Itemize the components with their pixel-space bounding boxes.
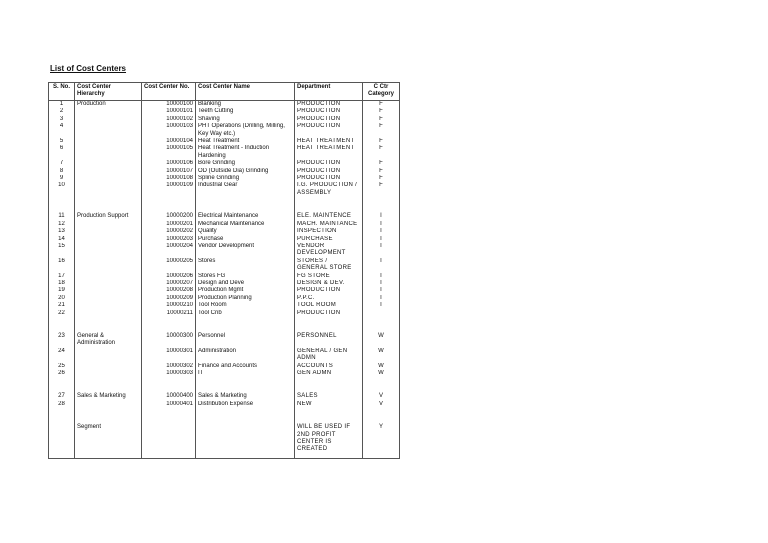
table-row [49,389,400,400]
cell-department: ELE. MAINTENCE [295,209,363,220]
cell-department: PRODUCTION [295,310,363,317]
header-hierarchy: Cost Center Hierarchy [75,83,142,101]
table-row [49,258,400,273]
cell-hierarchy [75,363,142,370]
table-row [49,101,400,109]
cell-cost-center-no: 10000100 [142,101,196,109]
table-row [49,302,400,309]
cell-cost-center-no: 10000201 [142,221,196,228]
document-title: List of Cost Centers [50,64,127,73]
cell-sno: 10 [49,182,75,197]
cell-cost-center-name: Stores FG [196,273,295,280]
cell-cost-center-no: 10000401 [142,401,196,408]
cell-department: WILL BE USED IF 2ND PROFIT CENTER IS CREATED [295,420,363,458]
cell-cost-center-name: Vendor Development [196,243,295,258]
cell-department: STORES / GENERAL STORE [295,258,363,273]
cell-cost-center-no: 10000206 [142,273,196,280]
cell-hierarchy [75,258,142,273]
cell-sno: 25 [49,363,75,370]
spacer-cell [49,408,75,420]
cell-category: I [363,258,400,273]
table-row [49,182,400,197]
cell-category: F [363,182,400,197]
cell-cost-center-no: 10000204 [142,243,196,258]
table-body [49,101,400,459]
cell-hierarchy [75,138,142,145]
spacer-cell [49,377,75,389]
spacer-cell [142,377,196,389]
cell-cost-center-name: Personnel [196,329,295,348]
spacer-cell [196,377,295,389]
spacer-cell [142,317,196,329]
spacer-cell [75,197,142,209]
cell-department: FG STORE [295,273,363,280]
cell-cost-center-name: Production Planning [196,295,295,302]
table-row [49,145,400,160]
cell-category: F [363,160,400,167]
cell-hierarchy [75,370,142,377]
cell-sno: 14 [49,236,75,243]
cell-category: I [363,287,400,294]
cell-department: HEAT TREATMENT [295,145,363,160]
cell-category: I [363,228,400,235]
cell-hierarchy [75,287,142,294]
cell-category: V [363,401,400,408]
cell-category: Y [363,420,400,458]
cell-cost-center-name: Quality [196,228,295,235]
cell-department: SALES [295,389,363,400]
table-row [49,295,400,302]
cell-cost-center-name: Distribution Expense [196,401,295,408]
cell-department: PRODUCTION [295,287,363,294]
cell-sno: 15 [49,243,75,258]
cell-cost-center-name: Tool Crib [196,310,295,317]
cell-department: PRODUCTION [295,108,363,115]
cell-category: F [363,116,400,123]
cell-cost-center-name: Administration [196,348,295,363]
spacer-cell [295,317,363,329]
cell-sno: 26 [49,370,75,377]
table-row [49,287,400,294]
spacer-row [49,197,400,209]
cell-hierarchy [75,280,142,287]
cell-cost-center-no: 10000106 [142,160,196,167]
table-row [49,123,400,138]
cell-cost-center-name: Blanking [196,101,295,109]
cell-category: V [363,389,400,400]
cell-cost-center-name: Industrial Gear [196,182,295,197]
cell-hierarchy [75,182,142,197]
cell-cost-center-no: 10000107 [142,168,196,175]
cell-sno: 18 [49,280,75,287]
cell-cost-center-name: Purchase [196,236,295,243]
table-row [49,329,400,348]
cell-hierarchy [75,160,142,167]
cell-department: GENERAL / GEN ADMN [295,348,363,363]
cell-department: HEAT TREATMENT [295,138,363,145]
cell-cost-center-no: 10000101 [142,108,196,115]
cell-category: W [363,370,400,377]
table-row [49,401,400,408]
cell-sno: 7 [49,160,75,167]
table-row [49,310,400,317]
cell-cost-center-name: Sales & Marketing [196,389,295,400]
spacer-cell [363,377,400,389]
cell-sno: 9 [49,175,75,182]
cell-cost-center-no: 10000210 [142,302,196,309]
cell-cost-center-no: 10000400 [142,389,196,400]
table-row [49,420,400,458]
cell-cost-center-no: 10000208 [142,287,196,294]
cell-category: I [363,236,400,243]
cell-sno: 28 [49,401,75,408]
cell-sno: 19 [49,287,75,294]
spacer-row [49,317,400,329]
cell-sno: 12 [49,221,75,228]
cell-department: PURCHASE [295,236,363,243]
cell-cost-center-no: 10000211 [142,310,196,317]
cell-department: PRODUCTION [295,116,363,123]
cell-cost-center-name: Finance and Accounts [196,363,295,370]
cell-category: I [363,280,400,287]
cell-category: F [363,138,400,145]
spacer-row [49,377,400,389]
header-cost-center-no: Cost Center No. [142,83,196,101]
cell-cost-center-no: 10000102 [142,116,196,123]
cell-department: PRODUCTION [295,101,363,109]
table-row [49,168,400,175]
table-row [49,108,400,115]
cell-sno [49,420,75,458]
spacer-cell [295,377,363,389]
cell-department: P.P.C. [295,295,363,302]
cell-cost-center-name: Tool Room [196,302,295,309]
cell-cost-center-no: 10000300 [142,329,196,348]
spacer-row [49,408,400,420]
table-row [49,236,400,243]
table-row [49,273,400,280]
cell-hierarchy [75,295,142,302]
spacer-cell [75,317,142,329]
cell-cost-center-name: PHT Operations (Drilling, Milling, Key Way etc.) [196,123,295,138]
spacer-cell [49,197,75,209]
cell-sno: 11 [49,209,75,220]
cell-sno: 16 [49,258,75,273]
cell-cost-center-name: Mechanical Maintenance [196,221,295,228]
cell-hierarchy [75,236,142,243]
cell-sno: 21 [49,302,75,309]
cell-hierarchy [75,310,142,317]
cell-hierarchy [75,302,142,309]
cost-center-table [48,82,400,459]
table-row [49,209,400,220]
spacer-cell [363,408,400,420]
cell-cost-center-name: Heat Treatment - Induction Hardening [196,145,295,160]
cell-sno: 2 [49,108,75,115]
cell-hierarchy [75,108,142,115]
cell-hierarchy [75,116,142,123]
cell-hierarchy [75,273,142,280]
cell-cost-center-name: Shaving [196,116,295,123]
spacer-cell [75,377,142,389]
spacer-cell [196,197,295,209]
spacer-cell [295,408,363,420]
cell-category: F [363,175,400,182]
cell-cost-center-name: Teeth Cutting [196,108,295,115]
cell-hierarchy [75,348,142,363]
cell-sno: 23 [49,329,75,348]
cell-cost-center-no: 10000200 [142,209,196,220]
cell-sno: 22 [49,310,75,317]
cell-cost-center-no: 10000202 [142,228,196,235]
cell-department: GEN ADMN [295,370,363,377]
table-row [49,348,400,363]
cell-hierarchy: Segment [75,420,142,458]
table-header-row [49,83,400,101]
cell-department: ACCOUNTS [295,363,363,370]
cell-cost-center-name [196,420,295,458]
cell-hierarchy: Production [75,101,142,109]
cell-category: I [363,243,400,258]
cell-sno: 17 [49,273,75,280]
cell-hierarchy [75,145,142,160]
table-row [49,280,400,287]
cell-sno: 27 [49,389,75,400]
cell-sno: 20 [49,295,75,302]
cell-category: I [363,209,400,220]
cell-sno: 5 [49,138,75,145]
cell-hierarchy [75,221,142,228]
cell-cost-center-name: OD (Outside Dia) Grinding [196,168,295,175]
cell-hierarchy [75,168,142,175]
cell-department: PRODUCTION [295,123,363,138]
cell-hierarchy [75,175,142,182]
cell-cost-center-name: Stores [196,258,295,273]
cell-department: VENDOR DEVELOPMENT [295,243,363,258]
cell-category: W [363,363,400,370]
table-row [49,175,400,182]
spacer-cell [363,197,400,209]
cell-cost-center-name: Electrical Maintenance [196,209,295,220]
cell-department: INSPECTION [295,228,363,235]
cell-department: NEW [295,401,363,408]
cell-sno: 6 [49,145,75,160]
cell-hierarchy [75,401,142,408]
cell-sno: 1 [49,101,75,109]
cell-category: F [363,168,400,175]
cell-category [363,310,400,317]
header-category: C Ctr Category [363,83,400,101]
cell-cost-center-no: 10000207 [142,280,196,287]
header-department: Department [295,83,363,101]
cell-cost-center-no: 10000103 [142,123,196,138]
spacer-cell [363,317,400,329]
cell-sno: 3 [49,116,75,123]
cell-hierarchy [75,243,142,258]
cell-cost-center-no: 10000109 [142,182,196,197]
table-row [49,370,400,377]
cell-category: I [363,302,400,309]
cell-category: F [363,145,400,160]
cell-department: PRODUCTION [295,175,363,182]
cell-department: DESIGN & DEV. [295,280,363,287]
cell-sno: 24 [49,348,75,363]
cell-cost-center-no: 10000302 [142,363,196,370]
cell-hierarchy [75,123,142,138]
cell-department: MACH. MAINTANCE [295,221,363,228]
cell-department: PRODUCTION [295,168,363,175]
cell-cost-center-no: 10000303 [142,370,196,377]
spacer-cell [75,408,142,420]
cell-category: W [363,348,400,363]
cell-sno: 4 [49,123,75,138]
cell-cost-center-no: 10000301 [142,348,196,363]
cell-sno: 13 [49,228,75,235]
cell-cost-center-no: 10000104 [142,138,196,145]
cell-category: F [363,123,400,138]
cell-cost-center-name: Production Mgmt [196,287,295,294]
cell-category: F [363,101,400,109]
cell-category: I [363,295,400,302]
table-row [49,221,400,228]
cell-hierarchy: General & Administration [75,329,142,348]
cell-cost-center-no: 10000205 [142,258,196,273]
table-row [49,116,400,123]
cell-department: PRODUCTION [295,160,363,167]
cell-hierarchy [75,228,142,235]
cell-cost-center-no: 10000209 [142,295,196,302]
table-row [49,243,400,258]
header-sno: S. No. [49,83,75,101]
cell-cost-center-name: Spline Grinding [196,175,295,182]
table-row [49,228,400,235]
spacer-cell [49,317,75,329]
cell-sno: 8 [49,168,75,175]
table-row [49,138,400,145]
spacer-cell [142,197,196,209]
cell-cost-center-name: Design and Deve [196,280,295,287]
cell-category: I [363,273,400,280]
spacer-cell [142,408,196,420]
header-cost-center-name: Cost Center Name [196,83,295,101]
cell-cost-center-no: 10000108 [142,175,196,182]
cell-cost-center-no [142,420,196,458]
spacer-cell [295,197,363,209]
cell-category: W [363,329,400,348]
table-row [49,160,400,167]
cell-hierarchy: Production Support [75,209,142,220]
spacer-cell [196,317,295,329]
cell-cost-center-name: Bore Grinding [196,160,295,167]
cell-department: I.G. PRODUCTION / ASSEMBLY [295,182,363,197]
cell-department: PERSONNEL [295,329,363,348]
cell-cost-center-no: 10000203 [142,236,196,243]
table-row [49,363,400,370]
cell-hierarchy: Sales & Marketing [75,389,142,400]
spacer-cell [196,408,295,420]
cell-cost-center-no: 10000105 [142,145,196,160]
cell-category: I [363,221,400,228]
cell-cost-center-name: Heat Treatment [196,138,295,145]
cell-category: F [363,108,400,115]
cell-cost-center-name: IT [196,370,295,377]
cell-department: TOOL ROOM [295,302,363,309]
